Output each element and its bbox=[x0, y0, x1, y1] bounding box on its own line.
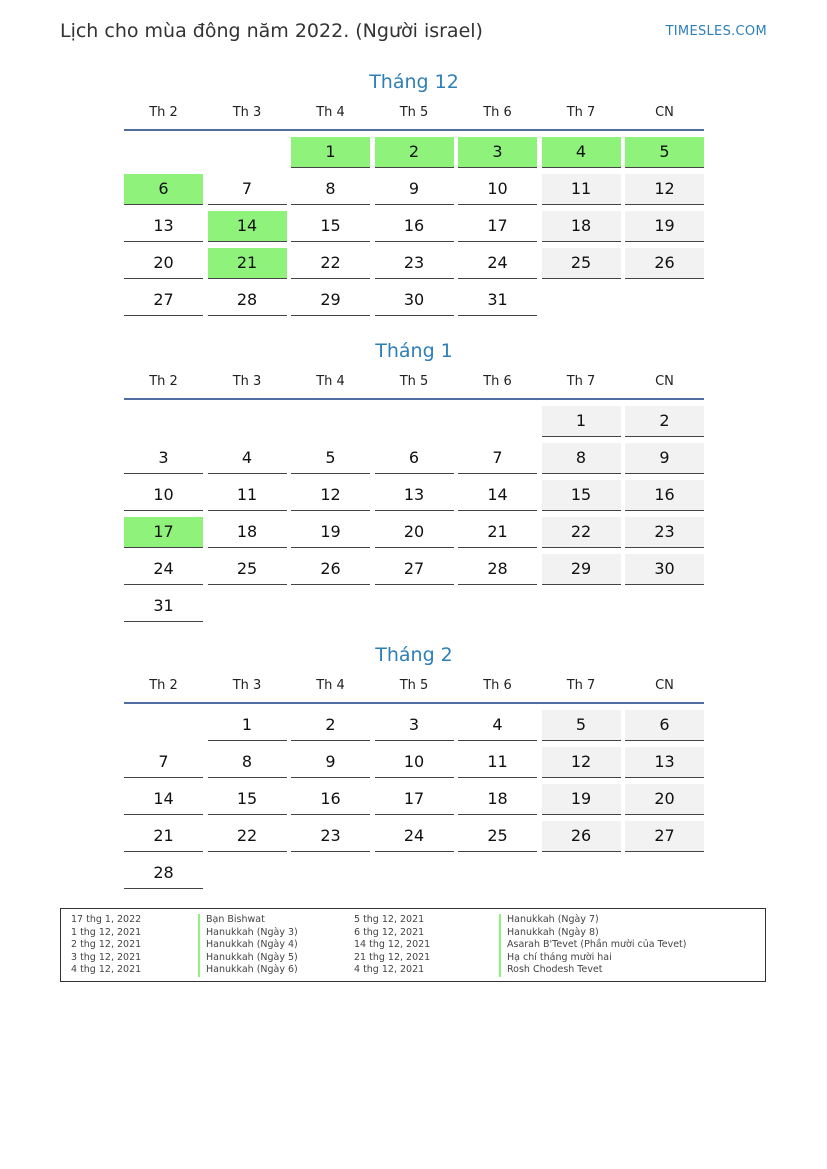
empty-day-cell bbox=[458, 406, 537, 436]
month-block bbox=[124, 336, 704, 622]
weekday-label: Th 3 bbox=[232, 678, 262, 693]
day-cell[interactable]: 16 bbox=[291, 784, 370, 815]
day-cell[interactable]: 18 bbox=[458, 784, 537, 815]
day-cell[interactable]: 27 bbox=[375, 554, 454, 585]
day-cell[interactable]: 21 bbox=[208, 248, 287, 279]
day-cell[interactable]: 28 bbox=[124, 858, 203, 889]
day-cell[interactable]: 9 bbox=[291, 747, 370, 778]
weekday-header bbox=[124, 670, 704, 704]
empty-day-cell bbox=[208, 406, 287, 436]
day-cell[interactable]: 27 bbox=[625, 821, 704, 852]
day-cell[interactable]: 26 bbox=[625, 248, 704, 279]
day-cell[interactable]: 7 bbox=[124, 747, 203, 778]
day-grid bbox=[124, 406, 704, 622]
day-cell[interactable]: 7 bbox=[458, 443, 537, 474]
day-cell[interactable]: 11 bbox=[208, 480, 287, 511]
legend-names-left bbox=[198, 914, 298, 977]
day-cell[interactable]: 5 bbox=[291, 443, 370, 474]
month-block bbox=[124, 640, 704, 889]
day-cell[interactable]: 1 bbox=[291, 137, 370, 168]
legend-date: 4 thg 12, 2021 bbox=[354, 964, 425, 976]
day-cell[interactable]: 14 bbox=[458, 480, 537, 511]
day-cell[interactable]: 23 bbox=[375, 248, 454, 279]
day-cell[interactable]: 13 bbox=[375, 480, 454, 511]
empty-day-cell bbox=[124, 137, 203, 167]
day-cell[interactable]: 19 bbox=[625, 211, 704, 242]
day-cell[interactable]: 18 bbox=[208, 517, 287, 548]
legend-date: 21 thg 12, 2021 bbox=[354, 951, 431, 963]
day-cell[interactable]: 27 bbox=[124, 285, 203, 316]
day-cell[interactable]: 1 bbox=[542, 406, 621, 437]
day-cell[interactable]: 1 bbox=[208, 710, 287, 741]
day-cell[interactable]: 21 bbox=[458, 517, 537, 548]
weekday-label: Th 4 bbox=[316, 105, 345, 120]
weekday-label: Th 2 bbox=[149, 105, 178, 120]
legend-holiday-name: Hanukkah (Ngày 6) bbox=[198, 964, 298, 977]
day-cell[interactable]: 29 bbox=[291, 285, 370, 316]
day-cell[interactable]: 20 bbox=[375, 517, 454, 548]
day-cell[interactable]: 3 bbox=[458, 137, 537, 168]
empty-day-cell bbox=[208, 137, 287, 167]
day-grid bbox=[124, 137, 704, 316]
day-cell[interactable]: 19 bbox=[542, 784, 621, 815]
weekday-label: Th 3 bbox=[232, 105, 262, 120]
day-cell[interactable]: 23 bbox=[291, 821, 370, 852]
day-cell[interactable]: 24 bbox=[458, 248, 537, 279]
weekday-header bbox=[124, 97, 704, 131]
weekday-label: CN bbox=[655, 105, 674, 120]
empty-day-cell bbox=[375, 406, 454, 436]
weekday-label: Th 2 bbox=[149, 374, 178, 389]
day-cell[interactable]: 22 bbox=[208, 821, 287, 852]
day-cell[interactable]: 14 bbox=[208, 211, 287, 242]
day-cell[interactable]: 22 bbox=[542, 517, 621, 548]
legend-holiday-name: Hanukkah (Ngày 8) bbox=[499, 927, 687, 940]
day-cell[interactable]: 6 bbox=[124, 174, 203, 205]
day-cell[interactable]: 7 bbox=[208, 174, 287, 205]
legend-date: 1 thg 12, 2021 bbox=[71, 926, 142, 938]
day-cell[interactable]: 9 bbox=[375, 174, 454, 205]
day-cell[interactable]: 13 bbox=[625, 747, 704, 778]
legend-holiday-name: Rosh Chodesh Tevet bbox=[499, 964, 687, 977]
month-block bbox=[124, 67, 704, 316]
day-cell[interactable]: 2 bbox=[625, 406, 704, 437]
legend-dates-left bbox=[71, 914, 141, 977]
day-cell[interactable]: 17 bbox=[375, 784, 454, 815]
day-cell[interactable]: 3 bbox=[375, 710, 454, 741]
day-cell[interactable]: 6 bbox=[375, 443, 454, 474]
day-cell[interactable]: 6 bbox=[625, 710, 704, 741]
weekday-header bbox=[124, 366, 704, 400]
month-title: Tháng 1 bbox=[375, 340, 453, 362]
weekday-label: Th 6 bbox=[483, 105, 512, 120]
day-cell[interactable]: 16 bbox=[375, 211, 454, 242]
day-cell[interactable]: 2 bbox=[375, 137, 454, 168]
weekday-label: Th 7 bbox=[566, 105, 596, 120]
empty-day-cell bbox=[124, 406, 203, 436]
page-title: Lịch cho mùa đông năm 2022. (Người israel) bbox=[60, 20, 483, 42]
day-cell[interactable]: 28 bbox=[208, 285, 287, 316]
legend-holiday-name: Hanukkah (Ngày 7) bbox=[499, 914, 687, 927]
weekday-label: Th 5 bbox=[399, 678, 429, 693]
holiday-legend bbox=[60, 908, 766, 982]
day-cell[interactable]: 17 bbox=[458, 211, 537, 242]
legend-date: 14 thg 12, 2021 bbox=[354, 939, 431, 951]
day-cell[interactable]: 12 bbox=[625, 174, 704, 205]
day-cell[interactable]: 11 bbox=[458, 747, 537, 778]
day-cell[interactable]: 5 bbox=[625, 137, 704, 168]
day-cell[interactable]: 8 bbox=[208, 747, 287, 778]
weekday-label: Th 4 bbox=[316, 678, 345, 693]
day-cell[interactable]: 15 bbox=[208, 784, 287, 815]
day-cell[interactable]: 25 bbox=[208, 554, 287, 585]
weekday-label: Th 5 bbox=[399, 374, 429, 389]
empty-day-cell bbox=[124, 710, 203, 740]
day-cell[interactable]: 8 bbox=[542, 443, 621, 474]
day-cell[interactable]: 3 bbox=[124, 443, 203, 474]
day-cell[interactable]: 9 bbox=[625, 443, 704, 474]
legend-date: 4 thg 12, 2021 bbox=[71, 964, 142, 976]
legend-date: 5 thg 12, 2021 bbox=[354, 914, 425, 925]
day-cell[interactable]: 12 bbox=[542, 747, 621, 778]
day-cell[interactable]: 21 bbox=[124, 821, 203, 852]
weekday-label: Th 6 bbox=[483, 374, 512, 389]
day-cell[interactable]: 17 bbox=[124, 517, 203, 548]
day-cell[interactable]: 11 bbox=[542, 174, 621, 205]
day-cell[interactable]: 16 bbox=[625, 480, 704, 511]
day-cell[interactable]: 26 bbox=[542, 821, 621, 852]
day-cell[interactable]: 25 bbox=[458, 821, 537, 852]
empty-day-cell bbox=[291, 406, 370, 436]
weekday-label: Th 7 bbox=[566, 678, 596, 693]
weekday-label: CN bbox=[655, 374, 674, 389]
day-cell[interactable]: 30 bbox=[625, 554, 704, 585]
day-cell[interactable]: 28 bbox=[458, 554, 537, 585]
brand-link[interactable]: TIMESLES.COM bbox=[665, 24, 767, 39]
day-grid bbox=[124, 710, 704, 889]
day-cell[interactable]: 15 bbox=[291, 211, 370, 242]
weekday-label: Th 2 bbox=[149, 678, 178, 693]
weekday-label: Th 6 bbox=[483, 678, 512, 693]
day-cell[interactable]: 23 bbox=[625, 517, 704, 548]
day-cell[interactable]: 14 bbox=[124, 784, 203, 815]
legend-holiday-name: Asarah B'Tevet (Phần mười của Tevet) bbox=[499, 939, 687, 952]
day-cell[interactable]: 18 bbox=[542, 211, 621, 242]
weekday-label: Th 7 bbox=[566, 374, 596, 389]
weekday-label: Th 5 bbox=[399, 105, 429, 120]
day-cell[interactable]: 19 bbox=[291, 517, 370, 548]
day-cell[interactable]: 4 bbox=[208, 443, 287, 474]
legend-date: 17 thg 1, 2022 bbox=[71, 914, 142, 925]
day-cell[interactable]: 24 bbox=[375, 821, 454, 852]
legend-holiday-name: Hạ chí tháng mười hai bbox=[499, 952, 687, 965]
day-cell[interactable]: 20 bbox=[124, 248, 203, 279]
day-cell[interactable]: 4 bbox=[542, 137, 621, 168]
legend-date: 6 thg 12, 2021 bbox=[354, 926, 425, 938]
day-cell[interactable]: 26 bbox=[291, 554, 370, 585]
weekday-label: CN bbox=[655, 678, 674, 693]
legend-holiday-name: Bạn Bishwat bbox=[198, 914, 298, 927]
legend-holiday-name: Hanukkah (Ngày 3) bbox=[198, 927, 298, 940]
legend-dates-right bbox=[354, 914, 430, 977]
legend-date: 2 thg 12, 2021 bbox=[71, 939, 142, 951]
day-cell[interactable]: 20 bbox=[625, 784, 704, 815]
day-cell[interactable]: 31 bbox=[124, 591, 203, 622]
day-cell[interactable]: 10 bbox=[458, 174, 537, 205]
day-cell[interactable]: 13 bbox=[124, 211, 203, 242]
day-cell[interactable]: 4 bbox=[458, 710, 537, 741]
day-cell[interactable]: 12 bbox=[291, 480, 370, 511]
month-title: Tháng 12 bbox=[369, 71, 459, 93]
month-title: Tháng 2 bbox=[375, 644, 453, 666]
legend-names-right bbox=[499, 914, 687, 977]
day-cell[interactable]: 31 bbox=[458, 285, 537, 316]
day-cell[interactable]: 5 bbox=[542, 710, 621, 741]
day-cell[interactable]: 29 bbox=[542, 554, 621, 585]
day-cell[interactable]: 15 bbox=[542, 480, 621, 511]
legend-holiday-name: Hanukkah (Ngày 5) bbox=[198, 952, 298, 965]
day-cell[interactable]: 24 bbox=[124, 554, 203, 585]
day-cell[interactable]: 10 bbox=[375, 747, 454, 778]
day-cell[interactable]: 30 bbox=[375, 285, 454, 316]
weekday-label: Th 3 bbox=[232, 374, 262, 389]
day-cell[interactable]: 10 bbox=[124, 480, 203, 511]
day-cell[interactable]: 8 bbox=[291, 174, 370, 205]
day-cell[interactable]: 22 bbox=[291, 248, 370, 279]
legend-date: 3 thg 12, 2021 bbox=[71, 951, 142, 963]
weekday-label: Th 4 bbox=[316, 374, 345, 389]
legend-holiday-name: Hanukkah (Ngày 4) bbox=[198, 939, 298, 952]
day-cell[interactable]: 25 bbox=[542, 248, 621, 279]
day-cell[interactable]: 2 bbox=[291, 710, 370, 741]
